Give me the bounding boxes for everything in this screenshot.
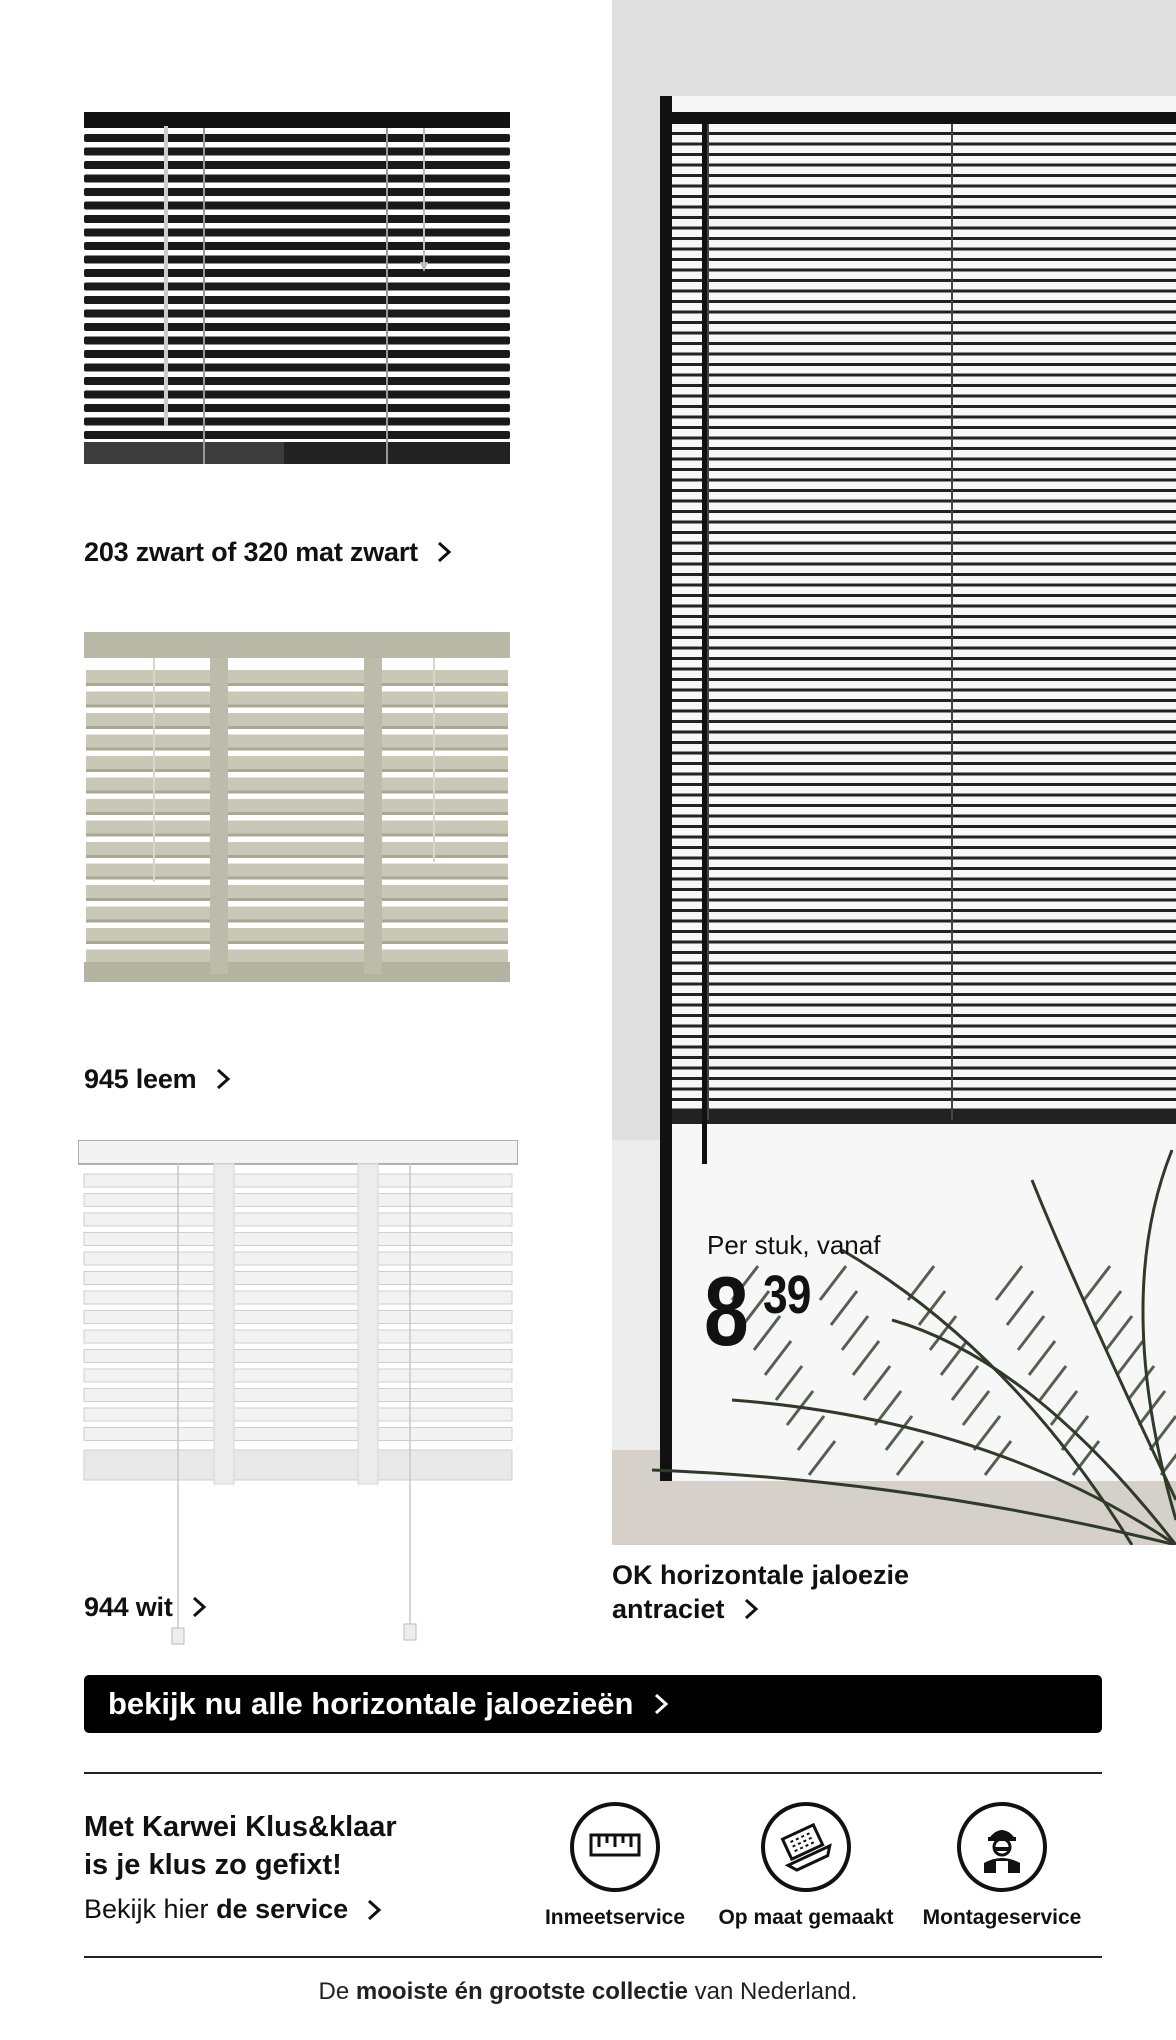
- price-label: Per stuk, vanaf: [707, 1230, 881, 1260]
- laptop-icon: [761, 1802, 851, 1892]
- footer-suffix: van Nederland.: [694, 1978, 858, 2005]
- leem-blind-graphic: [84, 632, 510, 984]
- divider: [84, 1772, 1102, 1774]
- product-name: 944 wit: [84, 1592, 173, 1622]
- product-link-white[interactable]: [84, 1591, 211, 1623]
- chevron-right-icon: [187, 1595, 211, 1619]
- divider: [84, 1956, 1102, 1958]
- hero-window-blind-graphic: [612, 0, 1176, 1545]
- white-blind-graphic: [78, 1140, 518, 1652]
- promo-title-line2: is je klus zo gefixt!: [84, 1849, 342, 1881]
- footer-prefix: De: [318, 1978, 350, 2005]
- service-link-prefix: Bekijk hier: [84, 1894, 209, 1924]
- service-label: Op maat gemaakt: [718, 1906, 894, 1929]
- price-cents: 39: [763, 1265, 811, 1325]
- view-all-label: bekijk nu alle horizontale jaloezieën: [108, 1686, 634, 1721]
- chevron-right-icon: [649, 1692, 673, 1716]
- product-image-leem-blind[interactable]: [84, 632, 510, 984]
- service-label: Inmeetservice: [544, 1906, 686, 1929]
- chevron-right-icon: [432, 540, 456, 564]
- hero-title-line1: OK horizontale jaloezie: [612, 1560, 910, 1590]
- product-image-white-blind[interactable]: [78, 1140, 518, 1652]
- hero-title-line2: antraciet: [612, 1594, 725, 1624]
- black-blind-graphic: [84, 112, 510, 464]
- product-name: 203 zwart of 320 mat zwart: [84, 537, 418, 567]
- hero-image[interactable]: [612, 0, 1176, 1545]
- service-link[interactable]: [84, 1894, 386, 1925]
- chevron-right-icon: [739, 1597, 763, 1621]
- chevron-right-icon: [362, 1898, 386, 1922]
- mechanic-icon: [957, 1802, 1047, 1892]
- service-inmeet[interactable]: [515, 1802, 715, 1930]
- promo-title-line1: Met Karwei Klus&klaar: [84, 1811, 397, 1843]
- service-montage[interactable]: [902, 1802, 1102, 1930]
- footer-tagline: [0, 1978, 1176, 2006]
- product-link-black[interactable]: [84, 536, 456, 568]
- service-link-bold: de service: [216, 1894, 349, 1924]
- product-image-black-blind[interactable]: [84, 112, 510, 464]
- price-whole: 8: [704, 1256, 746, 1366]
- footer-bold: mooiste én grootste collectie: [355, 1978, 688, 2005]
- ruler-icon: [570, 1802, 660, 1892]
- product-name: 945 leem: [84, 1064, 197, 1094]
- view-all-button[interactable]: [84, 1675, 1102, 1733]
- chevron-right-icon: [211, 1067, 235, 1091]
- service-label: Montageservice: [922, 1906, 1082, 1929]
- service-op-maat[interactable]: [706, 1802, 906, 1930]
- hero-product-link[interactable]: [612, 1558, 909, 1626]
- promo-title: [84, 1808, 504, 1884]
- product-link-leem[interactable]: [84, 1063, 235, 1095]
